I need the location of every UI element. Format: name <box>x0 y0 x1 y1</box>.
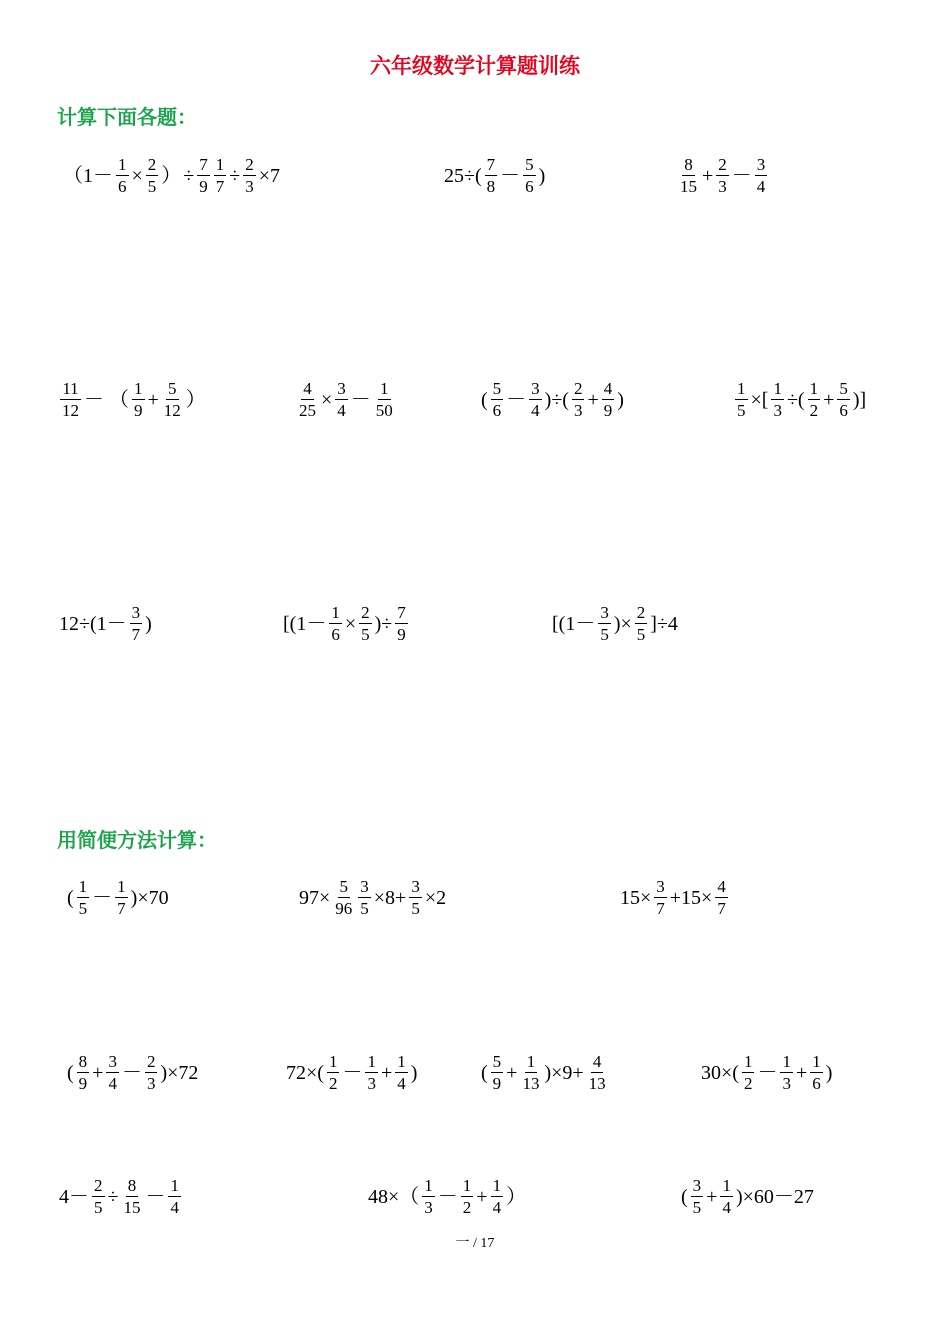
fraction <box>715 878 728 917</box>
page-number: 一 / 17 <box>455 1236 495 1251</box>
fraction-denominator: 6 <box>492 401 502 420</box>
fraction-numerator: 1 <box>424 1176 433 1195</box>
expression-text: × <box>131 164 143 187</box>
expression-text: ÷( <box>786 388 805 411</box>
fraction-numerator: 1 <box>215 155 225 174</box>
fraction-denominator: 13 <box>522 1074 540 1093</box>
fraction <box>735 380 748 419</box>
fraction <box>422 1177 435 1216</box>
fraction-denominator: 15 <box>123 1198 141 1217</box>
fraction <box>116 156 129 195</box>
problem-expression <box>58 380 207 419</box>
fraction-denominator: 5 <box>600 625 609 644</box>
fraction <box>327 1053 340 1092</box>
fraction <box>359 604 372 643</box>
expression-text: + <box>823 388 835 411</box>
expression-text: )×9+ <box>544 1061 584 1084</box>
fraction-denominator: 4 <box>170 1198 179 1217</box>
fraction-numerator: 1 <box>170 1176 179 1195</box>
problem-expression <box>285 1053 418 1092</box>
fraction-denominator: 5 <box>78 899 88 918</box>
problem-expression <box>282 604 410 643</box>
expression-text: ×[ <box>750 388 769 411</box>
fraction-numerator: 3 <box>108 1052 117 1071</box>
fraction-denominator: 2 <box>743 1074 753 1093</box>
fraction <box>742 1053 755 1092</box>
expression-text: + <box>380 1061 393 1084</box>
fraction <box>523 156 536 195</box>
fraction-denominator: 5 <box>411 899 420 918</box>
problem-expression <box>58 604 153 643</box>
fraction-numerator: 5 <box>492 379 502 398</box>
fraction-denominator: 5 <box>692 1198 702 1217</box>
fraction <box>491 1177 504 1216</box>
expression-text: ) <box>145 612 152 635</box>
fraction-numerator: 5 <box>839 379 848 398</box>
fraction-numerator: 7 <box>199 155 208 174</box>
fraction <box>491 1053 504 1092</box>
fraction-numerator: 3 <box>411 877 420 896</box>
fraction-denominator: 6 <box>839 401 848 420</box>
fraction-denominator: 5 <box>737 401 746 420</box>
fraction <box>654 878 667 917</box>
expression-text: ( <box>481 1061 488 1084</box>
problem-expression <box>367 1177 527 1216</box>
expression-text: － <box>145 1185 166 1208</box>
problem-expression <box>443 156 546 195</box>
expression-text: + <box>587 388 599 411</box>
expression-text: + <box>476 1185 488 1208</box>
fraction <box>297 380 318 419</box>
expression-text: － <box>342 1061 363 1084</box>
expression-text: ( <box>481 388 488 411</box>
expression-text: + <box>795 1061 808 1084</box>
fraction-numerator: 1 <box>328 1052 338 1071</box>
fraction <box>587 1053 608 1092</box>
expression-text: [(1－ <box>552 612 596 635</box>
fraction-denominator: 5 <box>361 625 370 644</box>
fraction-numerator: 4 <box>303 379 312 398</box>
fraction-numerator: 1 <box>380 379 389 398</box>
fraction <box>197 156 210 195</box>
fraction-denominator: 6 <box>331 625 340 644</box>
fraction-denominator: 12 <box>163 401 181 420</box>
expression-text: [(1－ <box>283 612 327 635</box>
expression-text: +15× <box>669 886 713 909</box>
fraction <box>335 380 348 419</box>
fraction <box>771 380 784 419</box>
expression-text: × <box>344 612 357 635</box>
fraction-numerator: 1 <box>117 877 126 896</box>
fraction-numerator: 5 <box>492 1052 502 1071</box>
expression-text: ） <box>185 388 206 411</box>
page-title: 六年级数学计算题训练 <box>370 54 580 78</box>
fraction-numerator: 3 <box>337 379 346 398</box>
problem-expression <box>700 1053 833 1092</box>
problem-expression <box>58 1177 183 1216</box>
expression-text: ( <box>681 1185 688 1208</box>
fraction-numerator: 1 <box>812 1052 821 1071</box>
fraction <box>395 1053 408 1092</box>
fraction <box>520 1053 541 1092</box>
fraction-denominator: 5 <box>94 1198 103 1217</box>
fraction-denominator: 3 <box>573 401 583 420</box>
fraction <box>409 878 422 917</box>
fraction-denominator: 4 <box>756 177 766 196</box>
fraction-numerator: 11 <box>62 379 79 398</box>
fraction <box>132 380 145 419</box>
fraction <box>374 380 395 419</box>
expression-text: ) <box>410 1061 418 1084</box>
fraction <box>145 1053 158 1092</box>
expression-text: － <box>121 1061 142 1084</box>
expression-text: ( <box>67 1061 74 1084</box>
fraction-denominator: 5 <box>360 899 369 918</box>
section-heading-simplify: 用简便方法计算： <box>57 828 217 852</box>
expression-text: ÷ <box>183 164 195 187</box>
expression-text: ） <box>506 1185 527 1208</box>
problem-expression <box>62 156 281 195</box>
expression-text: ） <box>161 164 182 187</box>
fraction-numerator: 1 <box>743 1052 753 1071</box>
fraction-numerator: 5 <box>339 877 349 896</box>
expression-text: )÷ <box>374 612 393 635</box>
fraction <box>60 380 81 419</box>
fraction <box>810 1053 823 1092</box>
fraction <box>243 156 256 195</box>
fraction-numerator: 5 <box>168 379 177 398</box>
fraction-denominator: 9 <box>199 177 208 196</box>
fraction <box>130 604 143 643</box>
fraction-numerator: 2 <box>573 379 583 398</box>
fraction-denominator: 3 <box>245 177 254 196</box>
expression-text: 4－ <box>59 1185 89 1208</box>
fraction-numerator: 1 <box>737 379 746 398</box>
expression-text: － <box>757 1061 778 1084</box>
fraction <box>602 380 615 419</box>
expression-text: )÷( <box>544 388 569 411</box>
problem-expression <box>66 878 170 917</box>
problem-expression <box>551 604 679 643</box>
fraction <box>121 1177 142 1216</box>
fraction-numerator: 1 <box>134 379 143 398</box>
fraction <box>365 1053 378 1092</box>
fraction <box>461 1177 474 1216</box>
fraction <box>329 604 342 643</box>
fraction <box>333 878 354 917</box>
expression-text: ) <box>825 1061 833 1084</box>
problem-expression <box>480 1053 610 1092</box>
expression-text: )×60－27 <box>735 1185 814 1208</box>
fraction-numerator: 4 <box>603 379 613 398</box>
fraction-numerator: 3 <box>600 603 609 622</box>
fraction-denominator: 3 <box>773 401 782 420</box>
problem-expression <box>680 1177 815 1216</box>
expression-text: )×70 <box>130 886 169 909</box>
expression-text: )× <box>613 612 632 635</box>
fraction <box>214 156 227 195</box>
fraction <box>780 1053 793 1092</box>
expression-text: ) <box>538 164 546 187</box>
problem-expression <box>295 380 397 419</box>
fraction-denominator: 5 <box>147 177 157 196</box>
fraction <box>755 156 768 195</box>
expression-text: ( <box>67 886 74 909</box>
problem-expression <box>480 380 625 419</box>
fraction-denominator: 7 <box>131 625 141 644</box>
fraction-denominator: 7 <box>215 177 225 196</box>
expression-text: + <box>147 388 159 411</box>
fraction-denominator: 3 <box>367 1074 376 1093</box>
fraction <box>491 380 504 419</box>
problem-expression <box>66 1053 199 1092</box>
fraction-denominator: 9 <box>134 401 143 420</box>
expression-text: 12÷(1－ <box>59 612 127 635</box>
expression-text: （1－ <box>63 164 113 187</box>
expression-text: × <box>321 388 333 411</box>
fraction-numerator: 3 <box>360 877 369 896</box>
fraction-denominator: 3 <box>782 1074 791 1093</box>
fraction-numerator: 1 <box>722 1176 731 1195</box>
fraction-denominator: 3 <box>424 1198 433 1217</box>
fraction-numerator: 1 <box>782 1052 791 1071</box>
expression-text: 25÷( <box>444 164 482 187</box>
fraction <box>77 878 90 917</box>
fraction-numerator: 8 <box>127 1176 137 1195</box>
fraction-denominator: 2 <box>462 1198 472 1217</box>
fraction-numerator: 2 <box>245 155 254 174</box>
fraction <box>162 380 183 419</box>
fraction <box>691 1177 704 1216</box>
expression-text: － <box>437 1185 458 1208</box>
fraction-numerator: 3 <box>692 1176 702 1195</box>
expression-text: + <box>92 1061 104 1084</box>
fraction-numerator: 1 <box>118 155 127 174</box>
fraction-numerator: 1 <box>526 1052 536 1071</box>
fraction-denominator: 12 <box>62 401 79 420</box>
fraction-numerator: 1 <box>462 1176 472 1195</box>
fraction-denominator: 2 <box>328 1074 338 1093</box>
fraction-denominator: 13 <box>588 1074 606 1093</box>
fraction-denominator: 3 <box>718 177 727 196</box>
fraction <box>598 604 611 643</box>
fraction-denominator: 6 <box>812 1074 821 1093</box>
fraction-numerator: 3 <box>756 155 766 174</box>
fraction <box>716 156 729 195</box>
fraction <box>92 1177 105 1216</box>
fraction-numerator: 3 <box>656 877 665 896</box>
fraction <box>572 380 585 419</box>
expression-text: )] <box>852 388 867 411</box>
fraction-numerator: 4 <box>592 1052 602 1071</box>
fraction-denominator: 7 <box>717 899 726 918</box>
expression-text: 48×（ <box>368 1185 420 1208</box>
fraction <box>678 156 699 195</box>
fraction <box>485 156 498 195</box>
expression-text: 15× <box>620 886 652 909</box>
fraction-numerator: 1 <box>773 379 782 398</box>
fraction-denominator: 4 <box>397 1074 406 1093</box>
fraction <box>146 156 159 195</box>
expression-text: ) <box>617 388 624 411</box>
fraction-numerator: 4 <box>717 877 726 896</box>
problem-expression <box>676 156 769 195</box>
fraction <box>106 1053 119 1092</box>
expression-text: + <box>706 1185 718 1208</box>
fraction-denominator: 4 <box>492 1198 502 1217</box>
fraction-denominator: 9 <box>603 401 613 420</box>
fraction-numerator: 8 <box>78 1052 88 1071</box>
fraction-denominator: 25 <box>299 401 316 420</box>
fraction-denominator: 5 <box>636 625 646 644</box>
fraction-numerator: 2 <box>94 1176 103 1195</box>
fraction-denominator: 3 <box>146 1074 156 1093</box>
fraction-denominator: 50 <box>375 401 393 420</box>
expression-text: ]÷4 <box>650 612 678 635</box>
fraction-denominator: 9 <box>492 1074 502 1093</box>
fraction-denominator: 9 <box>397 625 406 644</box>
expression-text: + <box>506 1061 518 1084</box>
fraction-numerator: 2 <box>636 603 646 622</box>
fraction-numerator: 1 <box>331 603 340 622</box>
expression-text: － <box>506 388 527 411</box>
expression-text: ×8+ <box>373 886 407 909</box>
problem-expression <box>298 878 447 917</box>
expression-text: )×72 <box>160 1061 199 1084</box>
fraction-denominator: 4 <box>531 401 540 420</box>
fraction-denominator: 2 <box>809 401 819 420</box>
expression-text: － <box>350 388 371 411</box>
fraction-denominator: 96 <box>335 899 353 918</box>
fraction-numerator: 2 <box>146 1052 156 1071</box>
expression-text: ×7 <box>258 164 281 187</box>
fraction <box>168 1177 181 1216</box>
fraction-numerator: 7 <box>397 603 406 622</box>
expression-text: － <box>731 164 752 187</box>
fraction <box>808 380 821 419</box>
fraction-numerator: 7 <box>486 155 496 174</box>
fraction-numerator: 8 <box>684 155 693 174</box>
expression-text: － <box>500 164 521 187</box>
fraction-denominator: 7 <box>656 899 665 918</box>
fraction-numerator: 5 <box>525 155 534 174</box>
fraction-numerator: 3 <box>131 603 141 622</box>
fraction-numerator: 1 <box>809 379 819 398</box>
expression-text: － <box>92 886 113 909</box>
fraction-denominator: 8 <box>486 177 496 196</box>
fraction-denominator: 4 <box>108 1074 117 1093</box>
expression-text: + <box>702 164 714 187</box>
fraction-numerator: 2 <box>718 155 727 174</box>
fraction-denominator: 6 <box>525 177 534 196</box>
expression-text: 72×( <box>286 1061 324 1084</box>
expression-text: ÷ <box>229 164 241 187</box>
fraction-denominator: 9 <box>78 1074 88 1093</box>
fraction <box>77 1053 90 1092</box>
fraction-denominator: 7 <box>117 899 126 918</box>
fraction-denominator: 15 <box>680 177 697 196</box>
fraction <box>358 878 371 917</box>
fraction-numerator: 3 <box>531 379 540 398</box>
fraction <box>529 380 542 419</box>
fraction-numerator: 1 <box>492 1176 502 1195</box>
fraction-numerator: 1 <box>367 1052 376 1071</box>
fraction-denominator: 6 <box>118 177 127 196</box>
fraction <box>720 1177 733 1216</box>
fraction-numerator: 2 <box>361 603 370 622</box>
expression-text: ×2 <box>424 886 447 909</box>
fraction <box>635 604 648 643</box>
fraction-numerator: 2 <box>147 155 157 174</box>
fraction-numerator: 1 <box>397 1052 406 1071</box>
fraction-numerator: 1 <box>78 877 88 896</box>
problem-expression <box>619 878 730 917</box>
expression-text: － （ <box>84 388 129 411</box>
fraction <box>837 380 850 419</box>
fraction-denominator: 4 <box>722 1198 731 1217</box>
section-heading-calculate: 计算下面各题： <box>57 105 197 129</box>
problem-expression <box>733 380 867 419</box>
expression-text: 30×( <box>701 1061 739 1084</box>
expression-text: 97× <box>299 886 331 909</box>
fraction <box>115 878 128 917</box>
expression-text: ÷ <box>107 1185 119 1208</box>
fraction-denominator: 4 <box>337 401 346 420</box>
fraction <box>395 604 408 643</box>
